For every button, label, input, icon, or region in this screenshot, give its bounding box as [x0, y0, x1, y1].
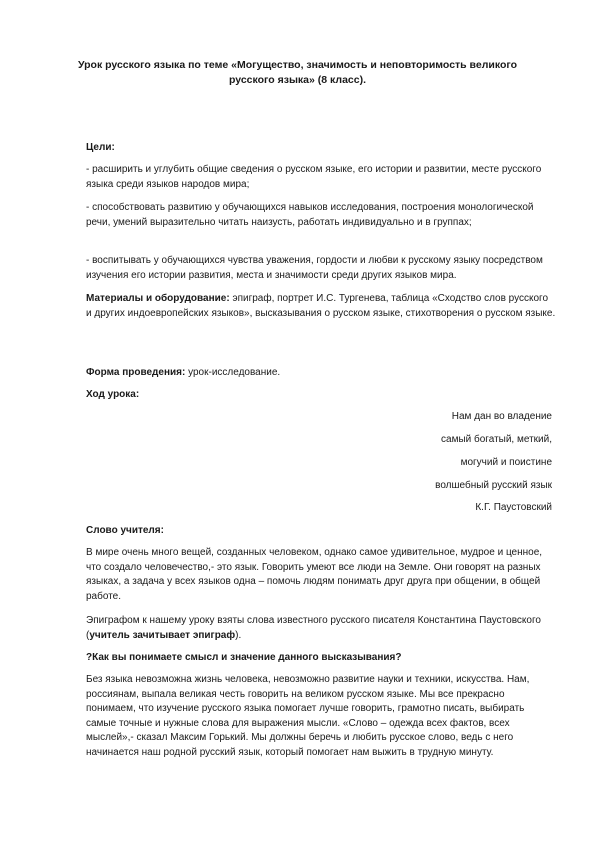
document-title: Урок русского языка по теме «Могущество, значимость и неповторимость великого русского языка» (8 класс).	[77, 59, 518, 86]
goal-item-3: - воспитывать у обучающихся чувства уважения, гордости и любви к русскому языку посредством изучения его истории развития, места и значимости среди других языков мира.	[86, 255, 543, 281]
materials-paragraph	[86, 292, 556, 321]
materials-label: Материалы и оборудование:	[86, 293, 230, 304]
goal-item-1: - расширить и углубить общие сведения о русском языке, его истории и развитии, месте русского языка среди языков народов мира;	[86, 164, 542, 190]
teacher-paragraph-1: В мире очень много вещей, созданных человеком, однако самое удивительное, мудрое и ценное, что создало человечество,- это язык. Говорить умеют все люди на Земле. Они говорят на разных языках, а задача у всех языков одна – помочь людям понимать друг друга при общении, в общей работе.	[86, 547, 543, 602]
epigraph-line-1: Нам дан во владение	[451, 411, 552, 422]
course-heading: Ход урока:	[86, 389, 140, 400]
paragraph-2-start: Эпиграфом к нашему уроку взяты слова известного русского писателя Константина Паустовского (	[86, 615, 541, 641]
question-heading: ?Как вы понимаете смысл и значение данного высказывания?	[86, 652, 402, 663]
form-text: урок-исследование.	[185, 367, 281, 378]
epigraph-author: К.Г. Паустовский	[475, 502, 552, 513]
epigraph-line-3: могучий и поистине	[460, 457, 552, 468]
materials-text: эпиграф, портрет И.С. Тургенева, таблица «Сходство слов русского и других индоевропейских языков», высказывания о русском языке, стихотворения о русском языке.	[86, 293, 556, 319]
goals-heading: Цели:	[86, 142, 115, 153]
teacher-paragraph-3: Без языка невозможна жизнь человека, невозможно развитие науки и техники, искусства. Нам, россиянам, выпала великая честь говорить на великом русском языке. Мы все прекрасно понимаем, что изучение русского языка помогает лучше говорить, грамотно писать, выбирать самые точные и нужные слова для выражения мысли. «Слово – одежда всех фактов, всех мыслей»,- сказал Максим Горький. Мы должны беречь и любить русское слово, ведь с него начинается наш родной русский язык, который помогает нам выжить в трудную минуту.	[86, 674, 530, 758]
teacher-heading: Слово учителя:	[86, 525, 164, 536]
goal-item-2: - способствовать развитию у обучающихся навыков исследования, построения монологической речи, умений выразительно читать наизусть, работать индивидуально и в группах;	[86, 202, 534, 228]
epigraph-line-4: волшебный русский язык	[435, 480, 552, 491]
epigraph-line-2: самый богатый, меткий,	[441, 434, 552, 445]
form-paragraph	[86, 366, 556, 381]
paragraph-2-end: ).	[235, 629, 242, 641]
form-label: Форма проведения:	[86, 367, 186, 378]
paragraph-2-bold: учитель зачитывает эпиграф	[89, 629, 236, 641]
teacher-paragraph-2	[86, 614, 556, 643]
